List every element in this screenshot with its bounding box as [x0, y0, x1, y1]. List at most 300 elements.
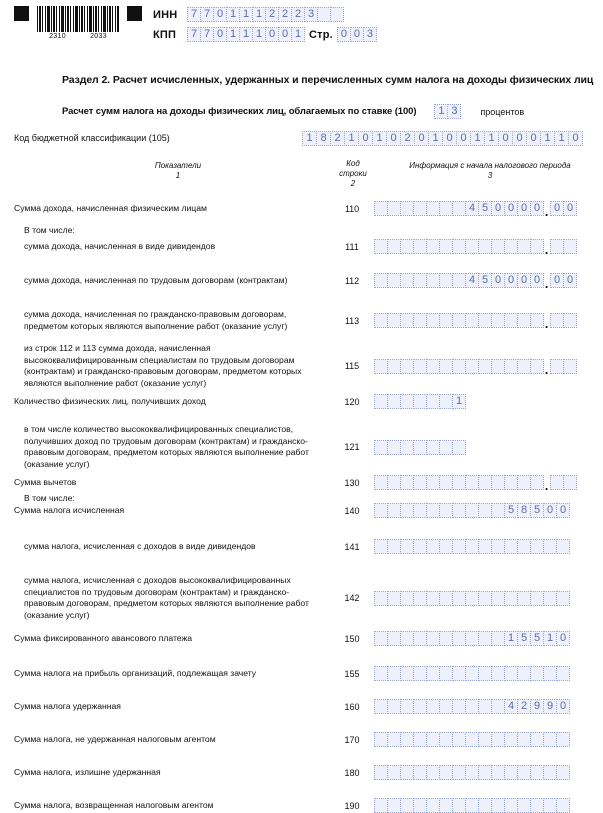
page-cell[interactable]: 0 — [337, 27, 351, 42]
row-180-int-cell[interactable] — [452, 765, 466, 780]
kbk-cell[interactable]: 0 — [526, 131, 541, 146]
row-115-dec-cell[interactable] — [550, 359, 564, 374]
row-170-int-cell[interactable] — [543, 732, 557, 747]
row-integer-part-141[interactable] — [374, 539, 569, 554]
row-112-int-cell[interactable] — [400, 273, 414, 288]
row-160-int-cell[interactable] — [413, 699, 427, 714]
row-value-field-130[interactable] — [374, 475, 576, 494]
row-115-int-cell[interactable] — [530, 359, 544, 374]
kbk-cell[interactable]: 0 — [414, 131, 429, 146]
row-155-int-cell[interactable] — [426, 666, 440, 681]
row-150-int-cell[interactable] — [426, 631, 440, 646]
inn-cell[interactable]: 0 — [213, 7, 227, 22]
row-115-int-cell[interactable] — [478, 359, 492, 374]
row-111-int-cell[interactable] — [413, 239, 427, 254]
row-decimal-part-112[interactable] — [550, 273, 576, 288]
row-170-int-cell[interactable] — [556, 732, 570, 747]
kpp-cell[interactable]: 1 — [239, 27, 253, 42]
row-170-int-cell[interactable] — [491, 732, 505, 747]
row-111-int-cell[interactable] — [439, 239, 453, 254]
row-integer-part-113[interactable] — [374, 313, 543, 328]
row-130-int-cell[interactable] — [426, 475, 440, 490]
row-190-int-cell[interactable] — [491, 798, 505, 813]
row-140-int-cell[interactable]: 5 — [530, 503, 544, 518]
row-112-int-cell[interactable]: 0 — [491, 273, 505, 288]
row-113-int-cell[interactable] — [413, 313, 427, 328]
row-113-int-cell[interactable] — [517, 313, 531, 328]
row-integer-part-190[interactable] — [374, 798, 569, 813]
row-integer-part-142[interactable] — [374, 591, 569, 606]
row-160-int-cell[interactable] — [439, 699, 453, 714]
kbk-cell[interactable]: 0 — [456, 131, 471, 146]
row-110-int-cell[interactable] — [426, 201, 440, 216]
row-140-int-cell[interactable] — [465, 503, 479, 518]
row-140-int-cell[interactable] — [400, 503, 414, 518]
row-160-int-cell[interactable] — [387, 699, 401, 714]
row-160-int-cell[interactable]: 0 — [556, 699, 570, 714]
row-111-int-cell[interactable] — [426, 239, 440, 254]
kbk-cell[interactable]: 0 — [512, 131, 527, 146]
kbk-cell[interactable]: 0 — [568, 131, 583, 146]
row-111-int-cell[interactable] — [491, 239, 505, 254]
row-120-int-cell[interactable] — [387, 394, 401, 409]
row-integer-part-130[interactable] — [374, 475, 543, 490]
row-113-int-cell[interactable] — [530, 313, 544, 328]
kpp-cell[interactable]: 1 — [226, 27, 240, 42]
row-112-int-cell[interactable] — [374, 273, 388, 288]
row-140-int-cell[interactable]: 8 — [517, 503, 531, 518]
row-value-field-113[interactable] — [374, 313, 576, 331]
row-160-int-cell[interactable] — [452, 699, 466, 714]
tax-rate-input[interactable] — [434, 104, 460, 119]
row-value-field-150[interactable] — [374, 631, 569, 646]
row-142-int-cell[interactable] — [387, 591, 401, 606]
row-113-int-cell[interactable] — [400, 313, 414, 328]
row-110-int-cell[interactable] — [413, 201, 427, 216]
row-integer-part-170[interactable] — [374, 732, 569, 747]
row-110-dec-cell[interactable]: 0 — [550, 201, 564, 216]
row-170-int-cell[interactable] — [530, 732, 544, 747]
row-113-int-cell[interactable] — [374, 313, 388, 328]
row-150-int-cell[interactable]: 1 — [543, 631, 557, 646]
row-113-int-cell[interactable] — [465, 313, 479, 328]
kbk-cell[interactable]: 1 — [484, 131, 499, 146]
page-number-input[interactable] — [337, 27, 376, 42]
row-115-int-cell[interactable] — [400, 359, 414, 374]
row-150-int-cell[interactable] — [400, 631, 414, 646]
row-113-int-cell[interactable] — [439, 313, 453, 328]
row-111-int-cell[interactable] — [452, 239, 466, 254]
row-113-dec-cell[interactable] — [550, 313, 564, 328]
row-170-int-cell[interactable] — [413, 732, 427, 747]
row-130-int-cell[interactable] — [465, 475, 479, 490]
row-155-int-cell[interactable] — [517, 666, 531, 681]
row-120-int-cell[interactable] — [374, 394, 388, 409]
row-130-dec-cell[interactable] — [550, 475, 564, 490]
row-180-int-cell[interactable] — [400, 765, 414, 780]
row-180-int-cell[interactable] — [439, 765, 453, 780]
row-value-field-190[interactable] — [374, 798, 569, 813]
row-160-int-cell[interactable]: 4 — [504, 699, 518, 714]
inn-cell[interactable] — [330, 7, 344, 22]
inn-cell[interactable]: 2 — [291, 7, 305, 22]
row-160-int-cell[interactable] — [491, 699, 505, 714]
row-155-int-cell[interactable] — [478, 666, 492, 681]
row-120-int-cell[interactable] — [400, 394, 414, 409]
inn-input[interactable] — [187, 7, 343, 22]
row-150-int-cell[interactable] — [374, 631, 388, 646]
row-113-dec-cell[interactable] — [563, 313, 577, 328]
row-190-int-cell[interactable] — [556, 798, 570, 813]
row-190-int-cell[interactable] — [374, 798, 388, 813]
row-value-field-180[interactable] — [374, 765, 569, 780]
row-130-int-cell[interactable] — [530, 475, 544, 490]
row-190-int-cell[interactable] — [413, 798, 427, 813]
row-140-int-cell[interactable] — [426, 503, 440, 518]
row-190-int-cell[interactable] — [478, 798, 492, 813]
row-190-int-cell[interactable] — [465, 798, 479, 813]
row-150-int-cell[interactable] — [413, 631, 427, 646]
row-110-int-cell[interactable]: 5 — [478, 201, 492, 216]
row-180-int-cell[interactable] — [543, 765, 557, 780]
row-141-int-cell[interactable] — [387, 539, 401, 554]
row-110-int-cell[interactable] — [400, 201, 414, 216]
row-150-int-cell[interactable] — [465, 631, 479, 646]
row-130-int-cell[interactable] — [504, 475, 518, 490]
inn-cell[interactable]: 1 — [239, 7, 253, 22]
row-140-int-cell[interactable] — [478, 503, 492, 518]
row-160-int-cell[interactable]: 2 — [517, 699, 531, 714]
row-141-int-cell[interactable] — [374, 539, 388, 554]
kbk-cell[interactable]: 0 — [442, 131, 457, 146]
inn-cell[interactable]: 7 — [187, 7, 201, 22]
row-121-int-cell[interactable] — [374, 440, 388, 455]
row-112-dec-cell[interactable]: 0 — [563, 273, 577, 288]
row-130-int-cell[interactable] — [517, 475, 531, 490]
row-155-int-cell[interactable] — [465, 666, 479, 681]
row-113-int-cell[interactable] — [426, 313, 440, 328]
row-180-int-cell[interactable] — [491, 765, 505, 780]
row-110-int-cell[interactable] — [374, 201, 388, 216]
row-110-int-cell[interactable] — [387, 201, 401, 216]
row-142-int-cell[interactable] — [413, 591, 427, 606]
row-155-int-cell[interactable] — [556, 666, 570, 681]
row-141-int-cell[interactable] — [504, 539, 518, 554]
row-111-int-cell[interactable] — [465, 239, 479, 254]
kbk-cell[interactable]: 1 — [470, 131, 485, 146]
row-115-int-cell[interactable] — [504, 359, 518, 374]
row-141-int-cell[interactable] — [452, 539, 466, 554]
row-decimal-part-113[interactable] — [550, 313, 576, 328]
row-170-int-cell[interactable] — [400, 732, 414, 747]
row-141-int-cell[interactable] — [556, 539, 570, 554]
row-111-dec-cell[interactable] — [550, 239, 564, 254]
row-130-int-cell[interactable] — [400, 475, 414, 490]
kbk-cell[interactable]: 0 — [386, 131, 401, 146]
row-170-int-cell[interactable] — [478, 732, 492, 747]
row-130-int-cell[interactable] — [413, 475, 427, 490]
row-180-int-cell[interactable] — [426, 765, 440, 780]
row-190-int-cell[interactable] — [387, 798, 401, 813]
row-142-int-cell[interactable] — [439, 591, 453, 606]
row-113-int-cell[interactable] — [452, 313, 466, 328]
row-112-int-cell[interactable] — [452, 273, 466, 288]
row-142-int-cell[interactable] — [400, 591, 414, 606]
row-113-int-cell[interactable] — [478, 313, 492, 328]
kbk-cell[interactable]: 0 — [358, 131, 373, 146]
row-115-dec-cell[interactable] — [563, 359, 577, 374]
row-130-int-cell[interactable] — [452, 475, 466, 490]
row-160-int-cell[interactable] — [465, 699, 479, 714]
row-150-int-cell[interactable] — [439, 631, 453, 646]
kbk-cell[interactable]: 1 — [540, 131, 555, 146]
row-142-int-cell[interactable] — [504, 591, 518, 606]
row-110-int-cell[interactable]: 4 — [465, 201, 479, 216]
row-142-int-cell[interactable] — [465, 591, 479, 606]
row-110-int-cell[interactable]: 0 — [517, 201, 531, 216]
row-180-int-cell[interactable] — [413, 765, 427, 780]
kpp-cell[interactable]: 0 — [213, 27, 227, 42]
row-121-int-cell[interactable] — [413, 440, 427, 455]
row-113-int-cell[interactable] — [504, 313, 518, 328]
row-113-int-cell[interactable] — [387, 313, 401, 328]
row-112-dec-cell[interactable]: 0 — [550, 273, 564, 288]
row-190-int-cell[interactable] — [426, 798, 440, 813]
row-111-int-cell[interactable] — [504, 239, 518, 254]
row-140-int-cell[interactable] — [413, 503, 427, 518]
row-155-int-cell[interactable] — [439, 666, 453, 681]
row-integer-part-110[interactable] — [374, 201, 543, 216]
row-integer-part-120[interactable] — [374, 394, 465, 409]
row-121-int-cell[interactable] — [387, 440, 401, 455]
row-170-int-cell[interactable] — [387, 732, 401, 747]
row-142-int-cell[interactable] — [452, 591, 466, 606]
row-111-int-cell[interactable] — [374, 239, 388, 254]
row-integer-part-121[interactable] — [374, 440, 465, 455]
page-cell[interactable]: 3 — [363, 27, 377, 42]
row-integer-part-155[interactable] — [374, 666, 569, 681]
row-180-int-cell[interactable] — [374, 765, 388, 780]
row-value-field-141[interactable] — [374, 539, 569, 554]
row-decimal-part-115[interactable] — [550, 359, 576, 374]
row-170-int-cell[interactable] — [439, 732, 453, 747]
row-190-int-cell[interactable] — [452, 798, 466, 813]
row-112-int-cell[interactable]: 0 — [517, 273, 531, 288]
row-141-int-cell[interactable] — [478, 539, 492, 554]
row-141-int-cell[interactable] — [400, 539, 414, 554]
row-150-int-cell[interactable]: 1 — [504, 631, 518, 646]
row-111-int-cell[interactable] — [517, 239, 531, 254]
row-155-int-cell[interactable] — [374, 666, 388, 681]
row-140-int-cell[interactable] — [439, 503, 453, 518]
row-110-int-cell[interactable]: 0 — [491, 201, 505, 216]
row-142-int-cell[interactable] — [556, 591, 570, 606]
row-141-int-cell[interactable] — [439, 539, 453, 554]
row-value-field-142[interactable] — [374, 591, 569, 606]
row-160-int-cell[interactable]: 9 — [543, 699, 557, 714]
kbk-cell[interactable]: 1 — [372, 131, 387, 146]
row-112-int-cell[interactable]: 5 — [478, 273, 492, 288]
row-decimal-part-111[interactable] — [550, 239, 576, 254]
row-decimal-part-110[interactable] — [550, 201, 576, 216]
row-142-int-cell[interactable] — [374, 591, 388, 606]
row-115-int-cell[interactable] — [374, 359, 388, 374]
row-112-int-cell[interactable]: 0 — [504, 273, 518, 288]
row-value-field-160[interactable] — [374, 699, 569, 714]
inn-cell[interactable]: 2 — [278, 7, 292, 22]
row-190-int-cell[interactable] — [517, 798, 531, 813]
row-130-int-cell[interactable] — [439, 475, 453, 490]
row-integer-part-112[interactable] — [374, 273, 543, 288]
row-110-int-cell[interactable]: 0 — [504, 201, 518, 216]
row-115-int-cell[interactable] — [387, 359, 401, 374]
row-112-int-cell[interactable] — [387, 273, 401, 288]
inn-cell[interactable]: 7 — [200, 7, 214, 22]
kpp-cell[interactable]: 0 — [278, 27, 292, 42]
row-155-int-cell[interactable] — [387, 666, 401, 681]
row-150-int-cell[interactable] — [478, 631, 492, 646]
row-115-int-cell[interactable] — [426, 359, 440, 374]
row-integer-part-115[interactable] — [374, 359, 543, 374]
row-121-int-cell[interactable] — [439, 440, 453, 455]
row-141-int-cell[interactable] — [543, 539, 557, 554]
row-170-int-cell[interactable] — [426, 732, 440, 747]
rate-cell[interactable]: 3 — [447, 104, 461, 119]
row-180-int-cell[interactable] — [504, 765, 518, 780]
row-130-int-cell[interactable] — [478, 475, 492, 490]
row-integer-part-160[interactable] — [374, 699, 569, 714]
row-value-field-112[interactable] — [374, 273, 576, 292]
row-180-int-cell[interactable] — [517, 765, 531, 780]
row-decimal-part-130[interactable] — [550, 475, 576, 490]
row-155-int-cell[interactable] — [400, 666, 414, 681]
row-integer-part-150[interactable] — [374, 631, 569, 646]
row-140-int-cell[interactable] — [452, 503, 466, 518]
row-190-int-cell[interactable] — [439, 798, 453, 813]
row-190-int-cell[interactable] — [543, 798, 557, 813]
row-120-int-cell[interactable]: 1 — [452, 394, 466, 409]
row-130-int-cell[interactable] — [491, 475, 505, 490]
row-180-int-cell[interactable] — [387, 765, 401, 780]
row-121-int-cell[interactable] — [426, 440, 440, 455]
row-170-int-cell[interactable] — [374, 732, 388, 747]
row-120-int-cell[interactable] — [426, 394, 440, 409]
inn-cell[interactable] — [317, 7, 331, 22]
row-111-int-cell[interactable] — [400, 239, 414, 254]
row-180-int-cell[interactable] — [478, 765, 492, 780]
row-155-int-cell[interactable] — [491, 666, 505, 681]
row-113-int-cell[interactable] — [491, 313, 505, 328]
row-142-int-cell[interactable] — [530, 591, 544, 606]
row-170-int-cell[interactable] — [517, 732, 531, 747]
row-140-int-cell[interactable] — [387, 503, 401, 518]
row-112-int-cell[interactable] — [413, 273, 427, 288]
row-160-int-cell[interactable] — [400, 699, 414, 714]
row-115-int-cell[interactable] — [491, 359, 505, 374]
row-115-int-cell[interactable] — [452, 359, 466, 374]
row-155-int-cell[interactable] — [543, 666, 557, 681]
row-160-int-cell[interactable] — [374, 699, 388, 714]
kbk-cell[interactable]: 2 — [400, 131, 415, 146]
row-155-int-cell[interactable] — [504, 666, 518, 681]
row-170-int-cell[interactable] — [465, 732, 479, 747]
kpp-cell[interactable]: 1 — [291, 27, 305, 42]
row-111-int-cell[interactable] — [530, 239, 544, 254]
row-180-int-cell[interactable] — [465, 765, 479, 780]
row-170-int-cell[interactable] — [452, 732, 466, 747]
row-141-int-cell[interactable] — [413, 539, 427, 554]
row-190-int-cell[interactable] — [530, 798, 544, 813]
row-integer-part-111[interactable] — [374, 239, 543, 254]
row-value-field-111[interactable] — [374, 239, 576, 258]
row-142-int-cell[interactable] — [517, 591, 531, 606]
row-170-int-cell[interactable] — [504, 732, 518, 747]
kpp-cell[interactable]: 7 — [200, 27, 214, 42]
row-112-int-cell[interactable]: 4 — [465, 273, 479, 288]
row-150-int-cell[interactable]: 0 — [556, 631, 570, 646]
row-115-int-cell[interactable] — [517, 359, 531, 374]
kbk-input[interactable] — [302, 131, 582, 146]
kpp-cell[interactable]: 0 — [265, 27, 279, 42]
kbk-cell[interactable]: 1 — [554, 131, 569, 146]
row-140-int-cell[interactable]: 0 — [543, 503, 557, 518]
row-115-int-cell[interactable] — [465, 359, 479, 374]
row-155-int-cell[interactable] — [413, 666, 427, 681]
rate-cell[interactable]: 1 — [434, 104, 448, 119]
row-150-int-cell[interactable]: 5 — [517, 631, 531, 646]
row-121-int-cell[interactable] — [400, 440, 414, 455]
row-141-int-cell[interactable] — [517, 539, 531, 554]
row-111-int-cell[interactable] — [478, 239, 492, 254]
row-115-int-cell[interactable] — [439, 359, 453, 374]
row-112-int-cell[interactable] — [439, 273, 453, 288]
row-142-int-cell[interactable] — [491, 591, 505, 606]
row-142-int-cell[interactable] — [426, 591, 440, 606]
row-140-int-cell[interactable]: 0 — [556, 503, 570, 518]
row-111-int-cell[interactable] — [387, 239, 401, 254]
kbk-cell[interactable]: 0 — [498, 131, 513, 146]
row-150-int-cell[interactable]: 5 — [530, 631, 544, 646]
row-141-int-cell[interactable] — [530, 539, 544, 554]
row-value-field-121[interactable] — [374, 440, 465, 455]
row-130-int-cell[interactable] — [387, 475, 401, 490]
kbk-cell[interactable]: 1 — [344, 131, 359, 146]
kbk-cell[interactable]: 2 — [330, 131, 345, 146]
row-155-int-cell[interactable] — [452, 666, 466, 681]
row-142-int-cell[interactable] — [543, 591, 557, 606]
kpp-input[interactable] — [187, 27, 304, 42]
row-130-int-cell[interactable] — [374, 475, 388, 490]
kbk-cell[interactable]: 1 — [428, 131, 443, 146]
row-112-int-cell[interactable] — [426, 273, 440, 288]
row-160-int-cell[interactable]: 9 — [530, 699, 544, 714]
row-value-field-170[interactable] — [374, 732, 569, 747]
inn-cell[interactable]: 1 — [226, 7, 240, 22]
row-150-int-cell[interactable] — [387, 631, 401, 646]
kbk-cell[interactable]: 8 — [316, 131, 331, 146]
row-160-int-cell[interactable] — [478, 699, 492, 714]
row-value-field-115[interactable] — [374, 359, 576, 377]
row-value-field-155[interactable] — [374, 666, 569, 681]
row-value-field-110[interactable] — [374, 201, 576, 220]
inn-cell[interactable]: 2 — [265, 7, 279, 22]
row-112-int-cell[interactable]: 0 — [530, 273, 544, 288]
row-130-dec-cell[interactable] — [563, 475, 577, 490]
kpp-cell[interactable]: 7 — [187, 27, 201, 42]
row-140-int-cell[interactable]: 5 — [504, 503, 518, 518]
inn-cell[interactable]: 3 — [304, 7, 318, 22]
row-150-int-cell[interactable] — [491, 631, 505, 646]
